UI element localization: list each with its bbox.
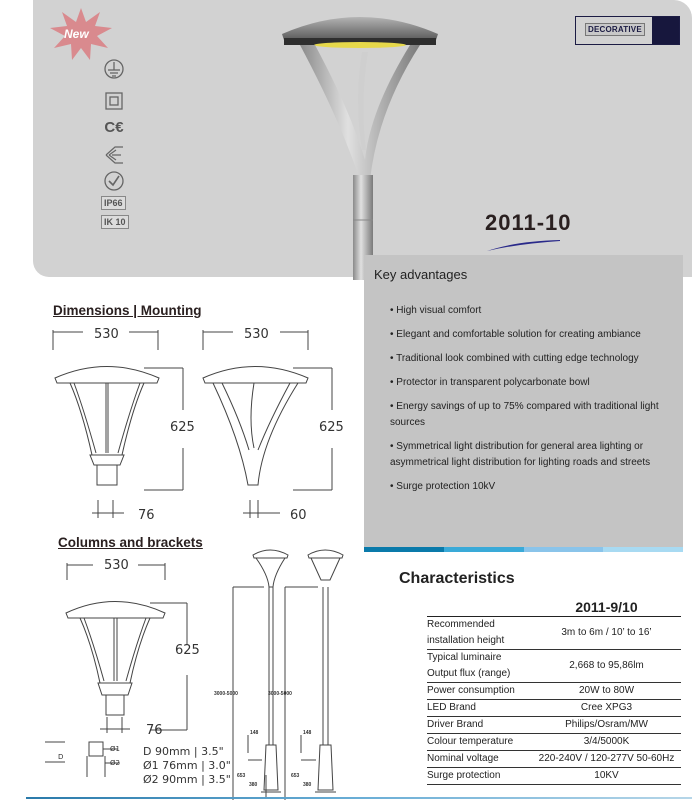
new-label: New: [64, 27, 89, 41]
column-lamp-width-label: 530: [104, 558, 129, 573]
advantage-item: • High visual comfort: [390, 305, 482, 316]
dimensions-title: Dimensions | Mounting: [53, 303, 202, 318]
ik-rating-badge: IK 10: [101, 215, 129, 229]
row-label: Colour temperature: [427, 734, 532, 751]
table-row: [427, 768, 681, 785]
characteristics-table: [427, 599, 681, 785]
table-row: [427, 650, 681, 683]
model-title: 2011-10: [485, 210, 572, 235]
earth-icon: [103, 58, 125, 85]
right-width-label: 530: [244, 327, 269, 342]
row-label: Recommended installation height: [427, 617, 532, 650]
category-label: DECORATIVE: [585, 23, 645, 36]
table-row: [427, 683, 681, 700]
characteristics-title: Characteristics: [399, 570, 515, 587]
advantage-item: • Elegant and comfortable solution for creating ambiance: [390, 329, 641, 340]
column-lamp-spigot-label: 76: [146, 723, 163, 738]
rohs-icon: [103, 170, 125, 197]
columns-title: Columns and brackets: [58, 535, 203, 550]
row-label: Nominal voltage: [427, 751, 532, 768]
left-width-label: 530: [94, 327, 119, 342]
table-row: [427, 700, 681, 717]
row-label: LED Brand: [427, 700, 532, 717]
table-row: [427, 751, 681, 768]
pole-left-top-label: 148: [250, 730, 259, 736]
spigot-o1-label: Ø1: [110, 745, 120, 753]
key-advantages-list: [390, 303, 680, 503]
pole-right-foot-label: 380: [303, 782, 312, 788]
left-spigot-label: 76: [138, 508, 155, 523]
model-column-header: 2011-9/10: [532, 599, 681, 617]
pole-left-foot-label: 380: [249, 782, 258, 788]
table-row: [427, 717, 681, 734]
pole-right-top-label: 148: [303, 730, 312, 736]
stripe-segment: [524, 547, 604, 552]
key-advantages-title: Key advantages: [374, 267, 468, 282]
advantage-item: • Energy savings of up to 75% compared with traditional light sources: [390, 401, 659, 428]
ce-mark-icon: C€: [104, 119, 124, 136]
advantage-item: • Symmetrical light distribution for general area lighting or asymmetrical light distribution for lighting roads and streets: [390, 441, 651, 468]
row-label: Driver Brand: [427, 717, 532, 734]
category-badge-accent: [652, 17, 679, 44]
column-lamp-height-label: 625: [175, 643, 200, 658]
category-badge: [575, 16, 680, 45]
row-value: Cree XPG3: [532, 700, 681, 717]
row-label: Power consumption: [427, 683, 532, 700]
row-value: 3m to 6m / 10’ to 16’: [532, 617, 681, 650]
ip-rating-badge: IP66: [101, 196, 126, 210]
spigot-spec-o1: Ø1 76mm | 3.0": [143, 759, 231, 772]
advantage-item: • Protector in transparent polycarbonate bowl: [390, 377, 590, 388]
spigot-spec-o2: Ø2 90mm | 3.5": [143, 773, 231, 786]
pole-left-base-label: 653: [237, 773, 246, 779]
stripe-segment: [444, 547, 524, 552]
column-poles-drawing: [228, 535, 348, 800]
dimension-drawings: [40, 320, 360, 530]
row-value: 220-240V / 120-277V 50-60Hz: [532, 751, 681, 768]
stripe-segment: [364, 547, 444, 552]
pole-right-height-label: 3000-5000: [268, 691, 292, 697]
footer-rule: [26, 797, 692, 799]
right-spigot-label: 60: [290, 508, 307, 523]
advantage-item: • Surge protection 10kV: [390, 481, 496, 492]
row-value: 2,668 to 95,86lm: [532, 650, 681, 683]
class-ii-icon: [103, 90, 125, 117]
spigot-spec-d: D 90mm | 3.5": [143, 745, 224, 758]
left-height-label: 625: [170, 420, 195, 435]
color-stripe: [364, 547, 683, 552]
spigot-d-label: D: [58, 753, 64, 761]
table-row: [427, 734, 681, 751]
spigot-o2-label: Ø2: [110, 759, 120, 767]
new-badge: [50, 8, 112, 60]
enec-icon: [103, 145, 125, 170]
row-value: 10KV: [532, 768, 681, 785]
row-label: Surge protection: [427, 768, 532, 785]
pole-right-base-label: 653: [291, 773, 300, 779]
advantage-item: • Traditional look combined with cutting edge technology: [390, 353, 639, 364]
pole-left-height-label: 3000-5000: [214, 691, 238, 697]
stripe-segment: [603, 547, 683, 552]
right-height-label: 625: [319, 420, 344, 435]
row-value: 3/4/5000K: [532, 734, 681, 751]
row-value: 20W to 80W: [532, 683, 681, 700]
key-advantages-panel: [364, 255, 683, 550]
row-value: Philips/Osram/MW: [532, 717, 681, 734]
header-empty: [427, 599, 532, 617]
table-header-row: [427, 599, 681, 617]
table-row: [427, 617, 681, 650]
swoosh-decoration: [487, 238, 562, 252]
product-image: [270, 0, 450, 280]
row-label: Typical luminaire Output flux (range): [427, 650, 532, 683]
